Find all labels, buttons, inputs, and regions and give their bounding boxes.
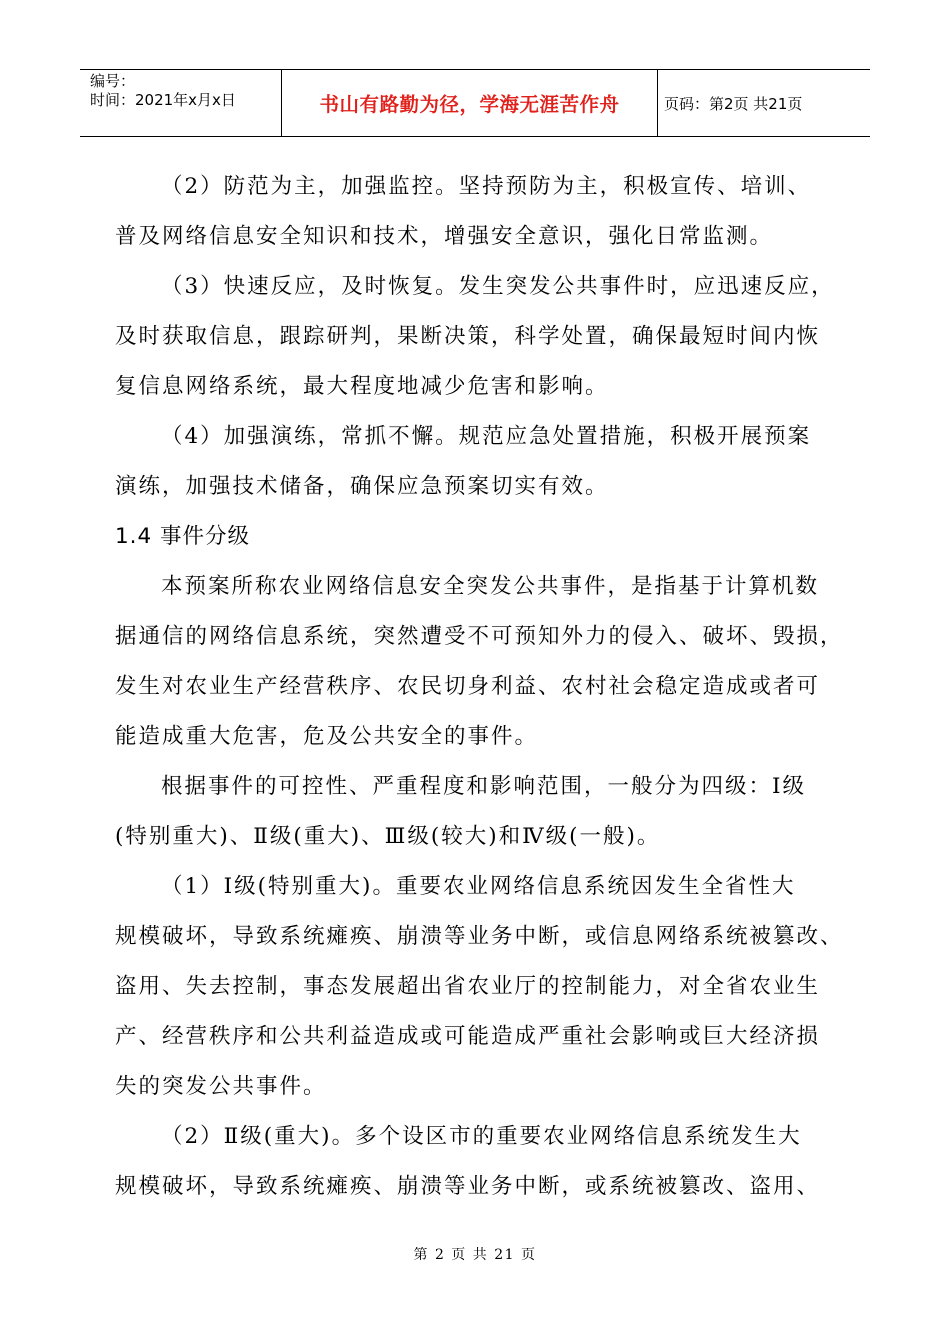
paragraph-line: 产、经营秩序和公共利益造成或可能造成严重社会影响或巨大经济损 [115, 1024, 821, 1049]
section-heading: 1.4 事件分级 [115, 524, 251, 549]
paragraph-line: （3）快速反应，及时恢复。发生突发公共事件时，应迅速反应， [161, 274, 835, 299]
paragraph-line: 失的突发公共事件。 [115, 1074, 327, 1099]
paragraph-line: 复信息网络系统，最大程度地减少危害和影响。 [115, 374, 609, 399]
paragraph-line: 根据事件的可控性、严重程度和影响范围，一般分为四级：Ⅰ级 [161, 774, 806, 799]
paragraph-line: 规模破坏，导致系统瘫痪、崩溃等业务中断，或系统被篡改、盗用、 [115, 1174, 821, 1199]
header-motto: 书山有路勤为径，学海无涯苦作舟 [282, 70, 658, 136]
paragraph-line: （2）Ⅱ级(重大)。多个设区市的重要农业网络信息系统发生大 [161, 1124, 802, 1149]
paragraph-line: （2）防范为主，加强监控。坚持预防为主，积极宣传、培训、 [161, 174, 812, 199]
paragraph-line: 演练，加强技术储备，确保应急预案切实有效。 [115, 474, 609, 499]
page-header [80, 69, 870, 137]
paragraph-line: 本预案所称农业网络信息安全突发公共事件，是指基于计算机数 [161, 574, 820, 599]
paragraph-line: 发生对农业生产经营秩序、农民切身利益、农村社会稳定造成或者可 [115, 674, 821, 699]
paragraph-line: (特别重大)、Ⅱ级(重大)、Ⅲ级(较大)和Ⅳ级(一般)。 [115, 824, 661, 849]
document-body [115, 162, 857, 1212]
page-footer: 第 2 页 共 21 页 [413, 1247, 537, 1263]
paragraph-line: （4）加强演练，常抓不懈。规范应急处置措施，积极开展预案 [161, 424, 812, 449]
paragraph-line: 规模破坏，导致系统瘫痪、崩溃等业务中断，或信息网络系统被篡改、 [115, 924, 844, 949]
paragraph-line: 及时获取信息，跟踪研判，果断决策，科学处置，确保最短时间内恢 [115, 324, 821, 349]
paragraph-line: （1）Ⅰ级(特别重大)。重要农业网络信息系统因发生全省性大 [161, 874, 796, 899]
paragraph-line: 据通信的网络信息系统，突然遭受不可预知外力的侵入、破坏、毁损， [115, 624, 844, 649]
document-number-label: 编号： [90, 72, 136, 90]
paragraph-line: 能造成重大危害，危及公共安全的事件。 [115, 724, 539, 749]
header-meta [80, 70, 282, 136]
header-page-info: 页码：第2页 共21页 [664, 94, 803, 113]
paragraph-line: 盗用、失去控制，事态发展超出省农业厅的控制能力，对全省农业生 [115, 974, 821, 999]
document-time-label: 时间：2021年x月x日 [90, 91, 236, 109]
paragraph-line: 普及网络信息安全知识和技术，增强安全意识，强化日常监测。 [115, 224, 774, 249]
